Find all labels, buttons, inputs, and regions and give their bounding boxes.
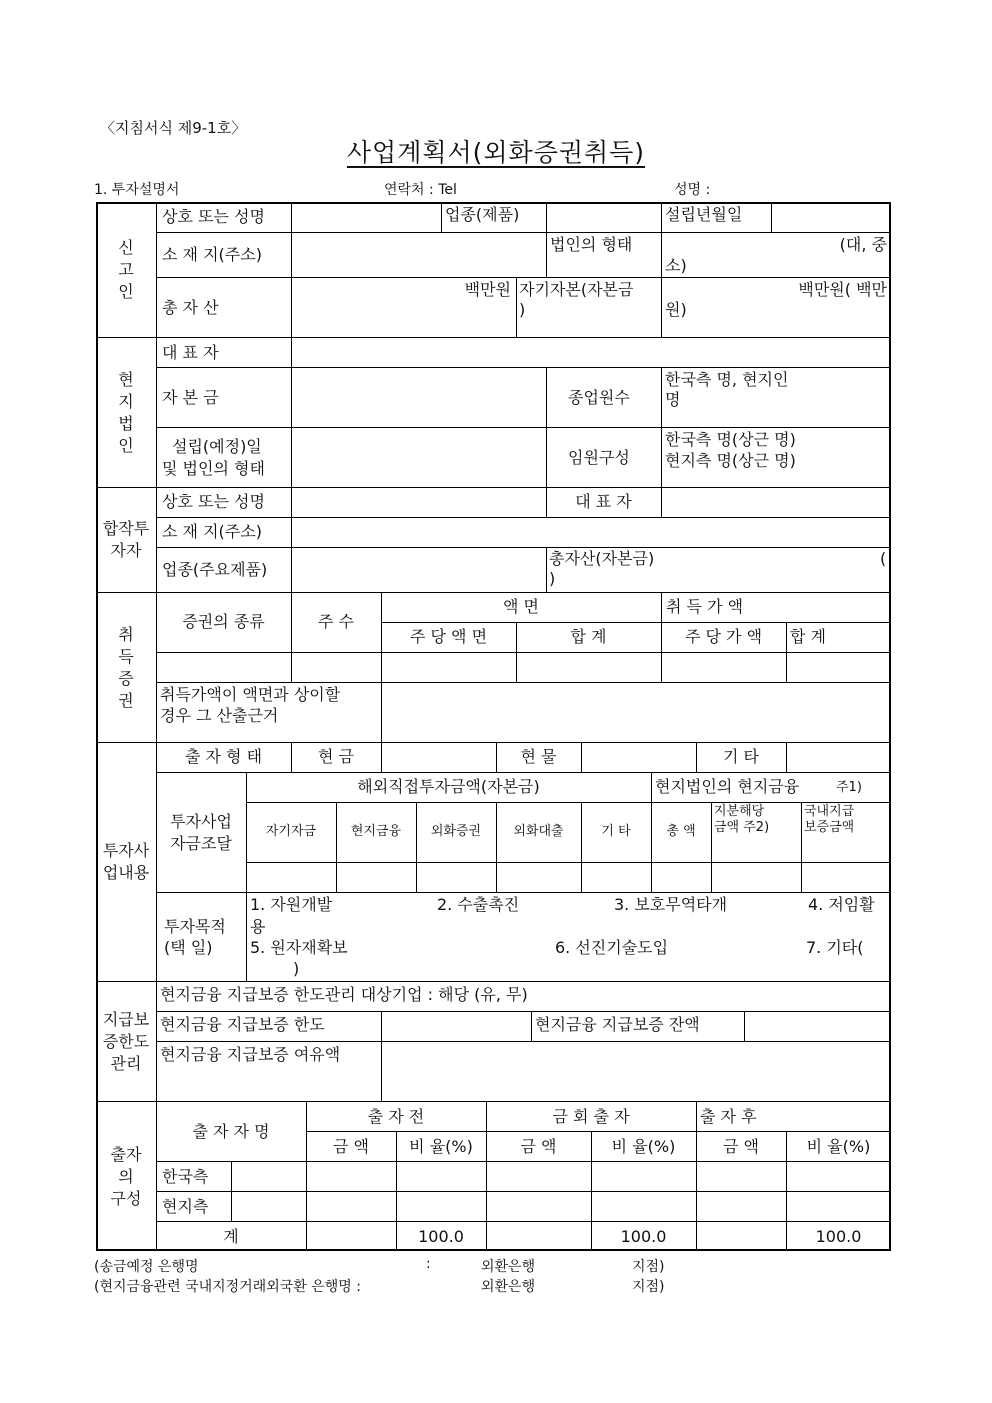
guar-remain-label: 현지금융 지급보증 여유액 (160, 1045, 341, 1064)
group-composition: 출자 의 구성 (110, 1144, 142, 1208)
comp-name-label: 출 자 자 명 (192, 1122, 270, 1141)
comp-total-after-ratio: 100.0 (815, 1227, 862, 1246)
local-capital-label: 자 본 금 (162, 388, 219, 407)
inv-fdi-label: 해외직접투자금액(자본금) (357, 777, 540, 796)
local-employees-value: 한국측 명, 현지인 (665, 370, 789, 389)
footer-designated-bank-name: 외환은행 (481, 1279, 536, 1295)
inv-purpose-4: 4. 저임활 (808, 895, 875, 914)
local-est-label: 설립(예정)일 (172, 437, 262, 456)
inv-cash-label: 현 금 (318, 747, 354, 766)
inv-goods-label: 현 물 (520, 747, 557, 766)
joint-rep-label: 대 표 자 (575, 492, 632, 511)
contact-label: 연락처 : Tel (384, 182, 457, 198)
joint-name-label: 상호 또는 성명 (162, 492, 265, 511)
sec-face-per-label: 주 당 액 면 (409, 627, 488, 646)
comp-before-amount: 금 액 (333, 1137, 369, 1156)
comp-local-label: 현지측 (162, 1197, 209, 1216)
group-joint-investor: 합작투 자자 (102, 519, 150, 560)
joint-industry-label: 업종(주요제품) (162, 560, 268, 579)
local-officers-value: 한국측 명(상근 명) (665, 430, 796, 449)
reporter-name-label: 상호 또는 성명 (162, 207, 265, 226)
comp-this-ratio: 비 율(%) (611, 1137, 676, 1156)
local-rep-label: 대 표 자 (162, 343, 219, 362)
inv-funding-label: 투자사업 (170, 812, 232, 831)
guar-target-label: 현지금융 지급보증 한도관리 대상기업 : 해당 (유, 무) (160, 985, 528, 1004)
inv-col-securities: 외화증권 (430, 824, 482, 839)
reporter-equity-value: 백만원( 백만 (798, 280, 887, 299)
group-guarantee: 지급보 증한도 관리 (102, 1009, 150, 1073)
inv-purpose-2: 2. 수출촉진 (437, 895, 520, 914)
inv-col-total: 총 액 (666, 824, 696, 839)
footer-remit-bank-label: (송금예정 은행명 (94, 1259, 199, 1275)
joint-address-label: 소 재 지(주소) (162, 522, 262, 541)
guar-limit-label: 현지금융 지급보증 한도 (160, 1015, 325, 1034)
inv-local-fin-label: 현지법인의 현지금융 (655, 777, 800, 796)
reporter-corp-form-label: 법인의 형태 (550, 235, 633, 254)
footer-designated-bank-label: (현지금융관련 국내지정거래외국환 은행명 : (94, 1279, 361, 1295)
reporter-assets-unit: 백만원 (464, 280, 511, 299)
sec-acq-total-label: 합 계 (790, 627, 826, 646)
sec-shares-label: 주 수 (318, 612, 354, 631)
sec-face-label: 액 면 (503, 597, 539, 616)
reporter-industry-label: 업종(제품) (445, 205, 520, 224)
footer-designated-branch: 지점) (632, 1279, 665, 1295)
local-officers-label: 임원구성 (568, 448, 630, 467)
sec-face-total-label: 합 계 (570, 627, 607, 646)
local-employees-label: 종업원수 (568, 388, 630, 407)
inv-col-guarantee: 국내지급 (804, 804, 855, 819)
group-reporter: 신 고 인 (118, 238, 134, 301)
sec-acq-per-label: 주 당 가 액 (684, 627, 763, 646)
inv-purpose-6: 6. 선진기술도입 (555, 938, 669, 957)
inv-col-share: 지분해당 (714, 804, 765, 819)
guar-balance-label: 현지금융 지급보증 잔액 (535, 1015, 700, 1034)
group-securities: 취 득 증 권 (118, 624, 134, 710)
comp-this-label: 금 회 출 자 (552, 1107, 630, 1126)
name-label: 성명 : (674, 182, 711, 198)
footer-remit-bank-name: 외환은행 (481, 1259, 536, 1275)
reporter-corp-form-value: (대, 중 (839, 235, 887, 254)
section-title: 1. 투자설명서 (94, 182, 180, 198)
comp-after-amount: 금 액 (723, 1137, 759, 1156)
reporter-founded-label: 설립년월일 (665, 205, 743, 224)
reporter-address-label: 소 재 지(주소) (162, 245, 262, 264)
comp-after-label: 출 자 후 (700, 1107, 757, 1126)
inv-col-other: 기 타 (601, 824, 631, 839)
reporter-assets-label: 총 자 산 (162, 298, 219, 317)
group-local-corp: 현 지 법 인 (118, 369, 134, 455)
joint-assets-label: 총자산(자본금) (549, 549, 655, 568)
comp-total-this-ratio: 100.0 (620, 1227, 667, 1246)
sec-type-label: 증권의 종류 (182, 612, 265, 631)
comp-this-amount: 금 액 (520, 1137, 557, 1156)
inv-purpose-7: 7. 기타( (806, 938, 864, 957)
page-title: 사업계획서(외화증권취득) (346, 138, 646, 167)
comp-total-before-ratio: 100.0 (418, 1227, 464, 1246)
inv-purpose-1: 1. 자원개발 (250, 895, 333, 914)
form-number: 〈지침서식 제9-1호〉 (100, 119, 247, 137)
sec-basis-label: 취득가액이 액면과 상이할 (160, 685, 341, 704)
inv-col-local-fin: 현지금융 (350, 824, 402, 839)
inv-other-label: 기 타 (723, 747, 759, 766)
inv-purpose-5: 5. 원자재확보 (250, 938, 348, 957)
comp-before-ratio: 비 율(%) (409, 1137, 473, 1156)
comp-korea-label: 한국측 (162, 1167, 209, 1186)
comp-after-ratio: 비 율(%) (806, 1137, 871, 1156)
comp-total-label: 계 (223, 1227, 239, 1246)
inv-form-label: 출 자 형 태 (184, 747, 263, 766)
reporter-equity-label: 자기자본(자본금 (519, 280, 634, 299)
comp-before-label: 출 자 전 (367, 1107, 425, 1126)
inv-col-own: 자기자금 (265, 824, 317, 839)
inv-purpose-3: 3. 보호무역타개 (614, 895, 728, 914)
inv-note1: 주1) (836, 780, 862, 795)
footer-remit-branch: 지점) (632, 1259, 665, 1275)
inv-purpose-label: 투자목적 (164, 917, 226, 936)
inv-col-loan: 외화대출 (513, 824, 564, 839)
group-investment: 투자사 업내용 (102, 841, 150, 882)
sec-acq-label: 취 득 가 액 (666, 597, 744, 616)
